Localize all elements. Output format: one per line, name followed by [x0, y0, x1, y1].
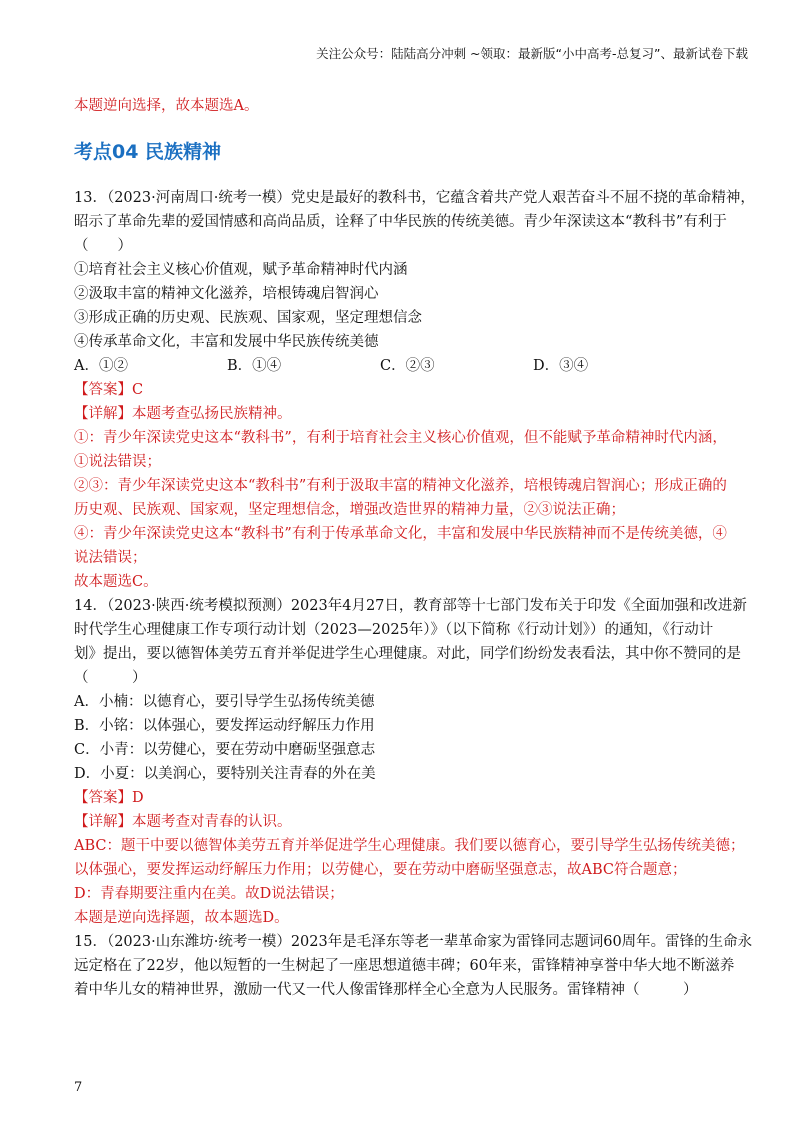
- page-content: [74, 94, 755, 1002]
- q13-option-d: D．③④: [533, 358, 589, 374]
- q13-option-c: C．②③: [380, 358, 435, 374]
- q13-option-b: B．①④: [227, 358, 282, 374]
- question-14: [74, 594, 747, 930]
- page-number: 7: [74, 1080, 83, 1095]
- q13-analysis-line: 历史观、民族观、国家观，坚定理想信念，增强改造世界的精神力量，②③说法正确；: [74, 502, 625, 518]
- q14-answer: 【答案】D: [74, 790, 144, 806]
- q13-analysis-line: 说法错误；: [74, 550, 147, 566]
- q14-analysis-line: 【详解】本题考查对青春的认识。: [74, 814, 292, 830]
- q13-analysis-line: ①说法错误；: [74, 454, 161, 470]
- q14-option-a: A．小楠：以德育心，要引导学生弘扬传统美德: [74, 694, 375, 710]
- q13-answer: 【答案】C: [74, 382, 144, 398]
- previous-conclusion: 本题逆向选择，故本题选A。: [74, 98, 259, 114]
- q13-analysis-line: ②③：青少年深读党史这本“教科书”有利于汲取丰富的精神文化滋养，培根铸魂启智润心；形成正确的: [74, 478, 727, 494]
- q14-stem-line-2: 时代学生心理健康工作专项行动计划（2023—2025年）》（以下简称《行动计划》）的通知，《行动计: [74, 622, 714, 638]
- section-title: 考点04 民族精神: [74, 141, 222, 163]
- q13-options: [74, 354, 728, 378]
- q13-analysis-line: ①：青少年深读党史这本“教科书”，有利于培育社会主义核心价值观，但不能赋予革命精神时代内涵，: [74, 430, 727, 446]
- question-13: [74, 186, 755, 594]
- q14-analysis-line: D：青春期要注重内在美。故D说法错误；: [74, 886, 344, 902]
- page-header: 关注公众号：陆陆高分冲刺 ~领取：最新版“小中高考-总复习”、最新试卷下载: [316, 46, 748, 61]
- q14-stem-line-4: （ ）: [74, 670, 147, 686]
- q13-analysis-line: 故本题选C。: [74, 574, 158, 590]
- q13-item: ③形成正确的历史观、民族观、国家观，坚定理想信念: [74, 310, 422, 326]
- q15-stem-line-1: 15．（2023·山东潍坊·统考一模）2023年是毛泽东等老一辈革命家为雷锋同志题词60周年。雷锋的生命永: [74, 934, 753, 950]
- q13-analysis-line: ④：青少年深读党史这本“教科书”有利于传承革命文化，丰富和发展中华民族精神而不是传统美德，④: [74, 526, 727, 542]
- q14-analysis-line: 以体强心，要发挥运动纾解压力作用；以劳健心，要在劳动中磨砺坚强意志，故ABC符合题意；: [74, 862, 687, 878]
- q13-option-a: A．①②: [74, 358, 128, 374]
- q14-option-c: C．小青：以劳健心，要在劳动中磨砺坚强意志: [74, 742, 376, 758]
- q14-analysis-line: 本题是逆向选择题，故本题选D。: [74, 910, 289, 926]
- q14-option-d: D．小夏：以美润心，要特别关注青春的外在美: [74, 766, 376, 782]
- q13-stem-line-2: 昭示了革命先辈的爱国情感和高尚品质，诠释了中华民族的传统美德。青少年深读这本“教科书”有利于: [74, 214, 727, 230]
- question-15: [74, 930, 753, 1002]
- q13-stem-line-1: 13．（2023·河南周口·统考一模）党史是最好的教科书，它蕴含着共产党人艰苦奋斗不屈不挠的革命精神，: [74, 190, 755, 206]
- q13-item: ①培育社会主义核心价值观，赋予革命精神时代内涵: [74, 262, 408, 278]
- q13-analysis-line: 【详解】本题考查弘扬民族精神。: [74, 406, 292, 422]
- q13-item: ④传承革命文化，丰富和发展中华民族传统美德: [74, 334, 379, 350]
- q15-stem-line-2: 远定格在了22岁，他以短暂的一生树起了一座思想道德丰碑；60年来，雷锋精神享誉中华大地不断滋养: [74, 958, 735, 974]
- q14-analysis-line: ABC：题干中要以德智体美劳五育并举促进学生心理健康。我们要以德育心，要引导学生弘扬传统美德；: [74, 838, 745, 854]
- q15-stem-line-3: 着中华儿女的精神世界，激励一代又一代人像雷锋那样全心全意为人民服务。雷锋精神（ ）: [74, 982, 698, 998]
- q13-stem-line-3: （ ）: [74, 238, 132, 254]
- q14-stem-line-3: 划》提出，要以德智体美劳五育并举促进学生心理健康。对此，同学们纷纷发表看法，其中你不赞同的是: [74, 646, 741, 662]
- q14-option-b: B．小铭：以体强心，要发挥运动纾解压力作用: [74, 718, 375, 734]
- q13-item: ②汲取丰富的精神文化滋养，培根铸魂启智润心: [74, 286, 379, 302]
- q14-stem-line-1: 14．（2023·陕西·统考模拟预测）2023年4月27日，教育部等十七部门发布关于印发《全面加强和改进新: [74, 598, 747, 614]
